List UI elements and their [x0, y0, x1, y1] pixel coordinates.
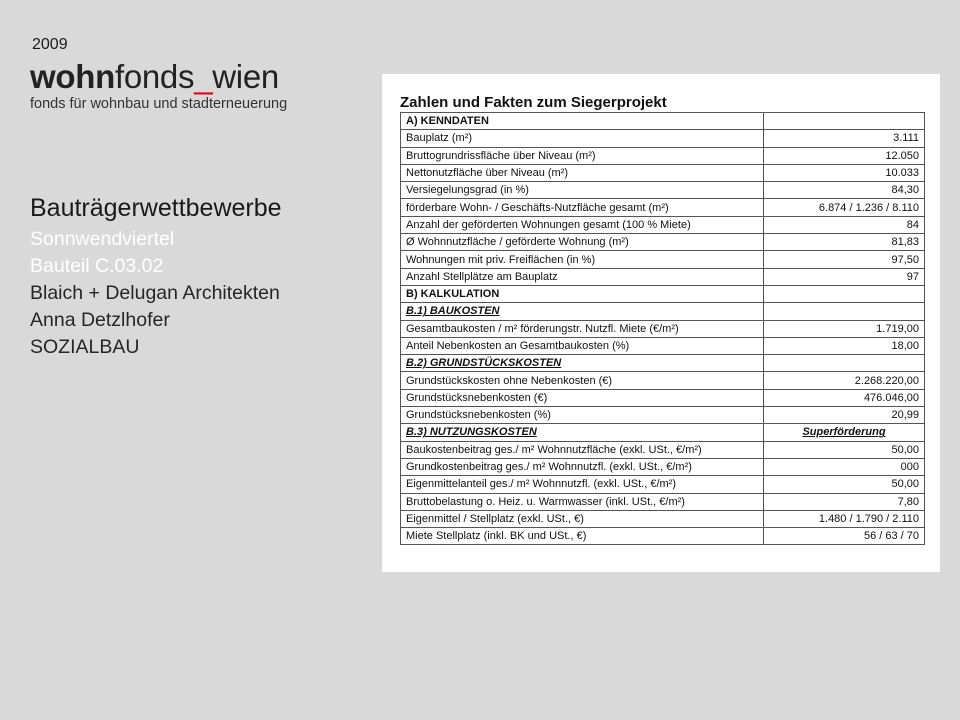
table-row: [401, 510, 925, 527]
row-value: 81,83: [764, 234, 925, 251]
developer: SOZIALBAU: [30, 336, 140, 358]
row-value: [764, 113, 925, 130]
table-row: [401, 130, 925, 147]
row-label: Gesamtbaukosten / m² förderungstr. Nutzfl. Miete (€/m²): [401, 320, 764, 337]
row-label: Miete Stellplatz (inkl. BK und USt., €): [401, 528, 764, 545]
table-row: [401, 458, 925, 475]
logo-tagline: fonds für wohnbau und stadterneuerung: [30, 96, 288, 112]
wohnfonds-logo: [30, 60, 370, 94]
row-value: 84,30: [764, 182, 925, 199]
architects: Blaich + Delugan Architekten: [30, 282, 280, 304]
table-row: [401, 199, 925, 216]
row-value: 50,00: [764, 476, 925, 493]
row-label: Anzahl Stellplätze am Bauplatz: [401, 268, 764, 285]
row-note: [764, 355, 925, 372]
section-row: [401, 113, 925, 130]
row-label: Baukostenbeitrag ges./ m² Wohnnutzfläche (exkl. USt., €/m²): [401, 441, 764, 458]
row-value: 6.874 / 1.236 / 8.110: [764, 199, 925, 216]
row-label: Ø Wohnnutzfläche / geförderte Wohnung (m²): [401, 234, 764, 251]
row-value: [764, 285, 925, 302]
row-label: Grundstücksnebenkosten (€): [401, 389, 764, 406]
row-label: A) KENNDATEN: [401, 113, 764, 130]
table-row: [401, 164, 925, 181]
table-row: [401, 407, 925, 424]
logo-part-wien: wien: [212, 58, 279, 95]
row-value: 97: [764, 268, 925, 285]
row-label: B.2) GRUNDSTÜCKSKOSTEN: [401, 355, 764, 372]
row-value: 1.480 / 1.790 / 2.110: [764, 510, 925, 527]
row-label: Grundstücksnebenkosten (%): [401, 407, 764, 424]
section-row: [401, 285, 925, 302]
row-label: Bruttobelastung o. Heiz. u. Warmwasser (inkl. USt., €/m²): [401, 493, 764, 510]
row-label: Bauplatz (m²): [401, 130, 764, 147]
row-value: 2.268.220,00: [764, 372, 925, 389]
row-value: 476.046,00: [764, 389, 925, 406]
row-label: förderbare Wohn- / Geschäfts-Nutzfläche gesamt (m²): [401, 199, 764, 216]
table-row: [401, 182, 925, 199]
row-label: Grundstückskosten ohne Nebenkosten (€): [401, 372, 764, 389]
row-value: 56 / 63 / 70: [764, 528, 925, 545]
row-value: 18,00: [764, 337, 925, 354]
row-label: B.1) BAUKOSTEN: [401, 303, 764, 320]
row-value: 000: [764, 458, 925, 475]
row-label: B) KALKULATION: [401, 285, 764, 302]
row-value: 10.033: [764, 164, 925, 181]
page-heading: Bauträgerwettbewerbe: [30, 194, 282, 222]
row-label: B.3) NUTZUNGSKOSTEN: [401, 424, 764, 441]
row-value: 1.719,00: [764, 320, 925, 337]
table-row: [401, 147, 925, 164]
row-note: Superförderung: [764, 424, 925, 441]
landscape-architect: Anna Detzlhofer: [30, 309, 170, 331]
table-row: [401, 268, 925, 285]
logo-part-fonds: fonds: [114, 58, 195, 95]
row-label: Grundkostenbeitrag ges./ m² Wohnnutzfl. (exkl. USt., €/m²): [401, 458, 764, 475]
table-row: [401, 493, 925, 510]
subsection-row: [401, 424, 925, 441]
row-label: Anteil Nebenkosten an Gesamtbaukosten (%): [401, 337, 764, 354]
row-value: 3.111: [764, 130, 925, 147]
row-label: Eigenmittelanteil ges./ m² Wohnnutzfl. (exkl. USt., €/m²): [401, 476, 764, 493]
table-row: [401, 389, 925, 406]
row-label: Eigenmittel / Stellplatz (exkl. USt., €): [401, 510, 764, 527]
table-row: [401, 234, 925, 251]
row-value: 7,80: [764, 493, 925, 510]
table-row: [401, 441, 925, 458]
row-value: 20,99: [764, 407, 925, 424]
table-row: [401, 320, 925, 337]
table-row: [401, 337, 925, 354]
table-row: [401, 251, 925, 268]
subsection-row: [401, 303, 925, 320]
row-value: 12.050: [764, 147, 925, 164]
row-label: Wohnungen mit priv. Freiflächen (in %): [401, 251, 764, 268]
row-value: 50,00: [764, 441, 925, 458]
left-panel: [30, 36, 370, 361]
row-label: Bruttogrundrissfläche über Niveau (m²): [401, 147, 764, 164]
subsection-row: [401, 355, 925, 372]
row-label: Nettonutzfläche über Niveau (m²): [401, 164, 764, 181]
table-row: [401, 372, 925, 389]
row-value: 84: [764, 216, 925, 233]
row-note: [764, 303, 925, 320]
row-label: Anzahl der geförderten Wohnungen gesamt (100 % Miete): [401, 216, 764, 233]
facts-document: [382, 74, 940, 572]
row-label: Versiegelungsgrad (in %): [401, 182, 764, 199]
project-lot: Bauteil C.03.02: [30, 255, 164, 277]
row-value: 97,50: [764, 251, 925, 268]
logo-underscore: _: [194, 58, 213, 95]
table-row: [401, 476, 925, 493]
year-label: 2009: [32, 36, 68, 53]
project-area: Sonnwendviertel: [30, 228, 175, 250]
table-row: [401, 528, 925, 545]
facts-table: [400, 112, 925, 545]
logo-part-wohn: wohn: [30, 58, 115, 95]
document-title: Zahlen und Fakten zum Siegerprojekt: [400, 94, 667, 111]
table-row: [401, 216, 925, 233]
